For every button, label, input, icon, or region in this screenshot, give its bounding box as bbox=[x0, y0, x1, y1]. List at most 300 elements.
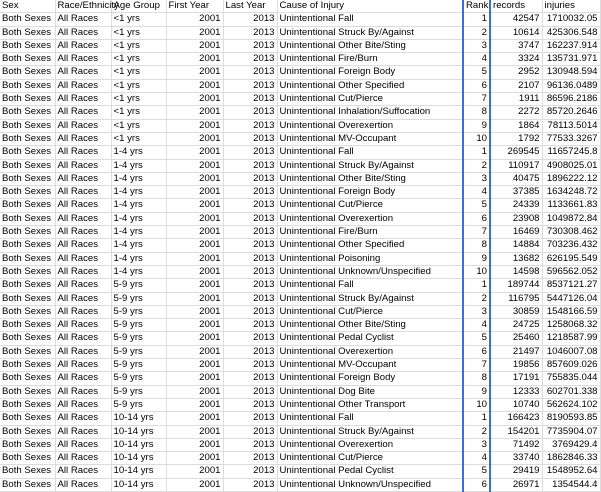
rank-cell[interactable]: 5 bbox=[463, 66, 490, 79]
first-year-cell[interactable]: 2001 bbox=[166, 332, 223, 345]
age-group-cell[interactable]: <1 yrs bbox=[111, 13, 166, 26]
sex-cell[interactable]: Both Sexes bbox=[0, 172, 55, 185]
cause-of-injury-cell[interactable]: Unintentional Foreign Body bbox=[277, 66, 463, 79]
race-ethnicity-cell[interactable]: All Races bbox=[55, 106, 111, 119]
race-ethnicity-cell[interactable]: All Races bbox=[55, 239, 111, 252]
rank-cell[interactable]: 10 bbox=[463, 265, 490, 278]
last-year-cell[interactable]: 2013 bbox=[223, 332, 277, 345]
race-ethnicity-cell[interactable]: All Races bbox=[55, 385, 111, 398]
first-year-cell[interactable]: 2001 bbox=[166, 279, 223, 292]
rank-cell[interactable]: 6 bbox=[463, 212, 490, 225]
records-cell[interactable]: 2107 bbox=[490, 79, 542, 92]
race-ethnicity-cell[interactable]: All Races bbox=[55, 372, 111, 385]
age-group-cell[interactable]: 10-14 yrs bbox=[111, 425, 166, 438]
race-ethnicity-cell[interactable]: All Races bbox=[55, 79, 111, 92]
age-group-cell[interactable]: 1-4 yrs bbox=[111, 146, 166, 159]
age-group-cell[interactable]: <1 yrs bbox=[111, 132, 166, 145]
injuries-cell[interactable]: 755835.044 bbox=[542, 372, 600, 385]
age-group-cell[interactable]: 5-9 yrs bbox=[111, 332, 166, 345]
cause-of-injury-cell[interactable]: Unintentional Foreign Body bbox=[277, 186, 463, 199]
injuries-cell[interactable]: 1548952.64 bbox=[542, 465, 600, 478]
sex-cell[interactable]: Both Sexes bbox=[0, 39, 55, 52]
age-group-cell[interactable]: <1 yrs bbox=[111, 93, 166, 106]
rank-cell[interactable]: 6 bbox=[463, 345, 490, 358]
rank-cell[interactable]: 8 bbox=[463, 106, 490, 119]
first-year-cell[interactable]: 2001 bbox=[166, 305, 223, 318]
records-cell[interactable]: 29419 bbox=[490, 465, 542, 478]
age-group-cell[interactable]: 1-4 yrs bbox=[111, 172, 166, 185]
injuries-cell[interactable]: 3769429.4 bbox=[542, 438, 600, 451]
last-year-cell[interactable]: 2013 bbox=[223, 106, 277, 119]
sex-cell[interactable]: Both Sexes bbox=[0, 425, 55, 438]
rank-cell[interactable]: 4 bbox=[463, 319, 490, 332]
rank-cell[interactable]: 2 bbox=[463, 159, 490, 172]
sex-cell[interactable]: Both Sexes bbox=[0, 93, 55, 106]
records-cell[interactable]: 17191 bbox=[490, 372, 542, 385]
age-group-cell[interactable]: 5-9 yrs bbox=[111, 385, 166, 398]
race-ethnicity-cell[interactable]: All Races bbox=[55, 199, 111, 212]
records-cell[interactable]: 37385 bbox=[490, 186, 542, 199]
first-year-cell[interactable]: 2001 bbox=[166, 478, 223, 491]
first-year-cell[interactable]: 2001 bbox=[166, 425, 223, 438]
sex-cell[interactable]: Both Sexes bbox=[0, 412, 55, 425]
last-year-cell[interactable]: 2013 bbox=[223, 226, 277, 239]
age-group-cell[interactable]: 1-4 yrs bbox=[111, 199, 166, 212]
race-ethnicity-cell[interactable]: All Races bbox=[55, 13, 111, 26]
sex-cell[interactable]: Both Sexes bbox=[0, 159, 55, 172]
rank-cell[interactable]: 5 bbox=[463, 465, 490, 478]
first-year-cell[interactable]: 2001 bbox=[166, 465, 223, 478]
race-ethnicity-cell[interactable]: All Races bbox=[55, 412, 111, 425]
age-group-cell[interactable]: 5-9 yrs bbox=[111, 398, 166, 411]
last-year-cell[interactable]: 2013 bbox=[223, 239, 277, 252]
last-year-cell[interactable]: 2013 bbox=[223, 186, 277, 199]
sex-cell[interactable]: Both Sexes bbox=[0, 79, 55, 92]
last-year-cell[interactable]: 2013 bbox=[223, 119, 277, 132]
injuries-cell[interactable]: 602701.338 bbox=[542, 385, 600, 398]
last-year-cell[interactable]: 2013 bbox=[223, 292, 277, 305]
sex-cell[interactable]: Both Sexes bbox=[0, 385, 55, 398]
injuries-cell[interactable]: 162237.914 bbox=[542, 39, 600, 52]
injuries-cell[interactable]: 11657245.8 bbox=[542, 146, 600, 159]
last-year-cell[interactable]: 2013 bbox=[223, 478, 277, 491]
cause-of-injury-cell[interactable]: Unintentional Struck By/Against bbox=[277, 425, 463, 438]
injuries-cell[interactable]: 77533.3267 bbox=[542, 132, 600, 145]
last-year-cell[interactable]: 2013 bbox=[223, 398, 277, 411]
column-header-cause-of-injury[interactable]: Cause of Injury bbox=[277, 0, 463, 13]
first-year-cell[interactable]: 2001 bbox=[166, 412, 223, 425]
first-year-cell[interactable]: 2001 bbox=[166, 66, 223, 79]
cause-of-injury-cell[interactable]: Unintentional Other Specified bbox=[277, 79, 463, 92]
first-year-cell[interactable]: 2001 bbox=[166, 452, 223, 465]
sex-cell[interactable]: Both Sexes bbox=[0, 252, 55, 265]
first-year-cell[interactable]: 2001 bbox=[166, 359, 223, 372]
records-cell[interactable]: 24339 bbox=[490, 199, 542, 212]
sex-cell[interactable]: Both Sexes bbox=[0, 305, 55, 318]
records-cell[interactable]: 166423 bbox=[490, 412, 542, 425]
race-ethnicity-cell[interactable]: All Races bbox=[55, 438, 111, 451]
cause-of-injury-cell[interactable]: Unintentional Overexertion bbox=[277, 212, 463, 225]
age-group-cell[interactable]: 5-9 yrs bbox=[111, 292, 166, 305]
cause-of-injury-cell[interactable]: Unintentional Fall bbox=[277, 146, 463, 159]
records-cell[interactable]: 10740 bbox=[490, 398, 542, 411]
injuries-cell[interactable]: 135731.971 bbox=[542, 53, 600, 66]
column-header-age-group[interactable]: Age Group bbox=[111, 0, 166, 13]
sex-cell[interactable]: Both Sexes bbox=[0, 106, 55, 119]
cause-of-injury-cell[interactable]: Unintentional Fall bbox=[277, 412, 463, 425]
age-group-cell[interactable]: 5-9 yrs bbox=[111, 319, 166, 332]
injuries-cell[interactable]: 1258068.32 bbox=[542, 319, 600, 332]
records-cell[interactable]: 10614 bbox=[490, 26, 542, 39]
first-year-cell[interactable]: 2001 bbox=[166, 13, 223, 26]
sex-cell[interactable]: Both Sexes bbox=[0, 26, 55, 39]
sex-cell[interactable]: Both Sexes bbox=[0, 226, 55, 239]
injuries-cell[interactable]: 1634248.72 bbox=[542, 186, 600, 199]
records-cell[interactable]: 2952 bbox=[490, 66, 542, 79]
race-ethnicity-cell[interactable]: All Races bbox=[55, 398, 111, 411]
sex-cell[interactable]: Both Sexes bbox=[0, 398, 55, 411]
injuries-cell[interactable]: 596562.052 bbox=[542, 265, 600, 278]
injuries-cell[interactable]: 1548166.59 bbox=[542, 305, 600, 318]
records-cell[interactable]: 1792 bbox=[490, 132, 542, 145]
rank-cell[interactable]: 1 bbox=[463, 279, 490, 292]
cause-of-injury-cell[interactable]: Unintentional Unknown/Unspecified bbox=[277, 478, 463, 491]
records-cell[interactable]: 14598 bbox=[490, 265, 542, 278]
sex-cell[interactable]: Both Sexes bbox=[0, 53, 55, 66]
race-ethnicity-cell[interactable]: All Races bbox=[55, 465, 111, 478]
records-cell[interactable]: 40475 bbox=[490, 172, 542, 185]
records-cell[interactable]: 116795 bbox=[490, 292, 542, 305]
first-year-cell[interactable]: 2001 bbox=[166, 26, 223, 39]
sex-cell[interactable]: Both Sexes bbox=[0, 279, 55, 292]
column-header-rank[interactable]: Rank bbox=[463, 0, 490, 13]
race-ethnicity-cell[interactable]: All Races bbox=[55, 345, 111, 358]
column-header-records[interactable]: records bbox=[490, 0, 542, 13]
cause-of-injury-cell[interactable]: Unintentional Other Transport bbox=[277, 398, 463, 411]
last-year-cell[interactable]: 2013 bbox=[223, 305, 277, 318]
age-group-cell[interactable]: <1 yrs bbox=[111, 79, 166, 92]
age-group-cell[interactable]: 10-14 yrs bbox=[111, 412, 166, 425]
last-year-cell[interactable]: 2013 bbox=[223, 132, 277, 145]
race-ethnicity-cell[interactable]: All Races bbox=[55, 146, 111, 159]
records-cell[interactable]: 19856 bbox=[490, 359, 542, 372]
injuries-cell[interactable]: 1354544.4 bbox=[542, 478, 600, 491]
cause-of-injury-cell[interactable]: Unintentional Cut/Pierce bbox=[277, 305, 463, 318]
sex-cell[interactable]: Both Sexes bbox=[0, 119, 55, 132]
race-ethnicity-cell[interactable]: All Races bbox=[55, 452, 111, 465]
last-year-cell[interactable]: 2013 bbox=[223, 53, 277, 66]
rank-cell[interactable]: 6 bbox=[463, 478, 490, 491]
rank-cell[interactable]: 1 bbox=[463, 13, 490, 26]
last-year-cell[interactable]: 2013 bbox=[223, 13, 277, 26]
first-year-cell[interactable]: 2001 bbox=[166, 146, 223, 159]
first-year-cell[interactable]: 2001 bbox=[166, 385, 223, 398]
cause-of-injury-cell[interactable]: Unintentional Pedal Cyclist bbox=[277, 465, 463, 478]
rank-cell[interactable]: 2 bbox=[463, 425, 490, 438]
age-group-cell[interactable]: 10-14 yrs bbox=[111, 438, 166, 451]
records-cell[interactable]: 1864 bbox=[490, 119, 542, 132]
race-ethnicity-cell[interactable]: All Races bbox=[55, 359, 111, 372]
first-year-cell[interactable]: 2001 bbox=[166, 79, 223, 92]
records-cell[interactable]: 3324 bbox=[490, 53, 542, 66]
age-group-cell[interactable]: <1 yrs bbox=[111, 53, 166, 66]
cause-of-injury-cell[interactable]: Unintentional Poisoning bbox=[277, 252, 463, 265]
injuries-cell[interactable]: 1133661.83 bbox=[542, 199, 600, 212]
rank-cell[interactable]: 1 bbox=[463, 146, 490, 159]
rank-cell[interactable]: 5 bbox=[463, 332, 490, 345]
records-cell[interactable]: 110917 bbox=[490, 159, 542, 172]
injuries-cell[interactable]: 1049872.84 bbox=[542, 212, 600, 225]
race-ethnicity-cell[interactable]: All Races bbox=[55, 252, 111, 265]
injuries-cell[interactable]: 626195.549 bbox=[542, 252, 600, 265]
records-cell[interactable]: 33740 bbox=[490, 452, 542, 465]
age-group-cell[interactable]: <1 yrs bbox=[111, 119, 166, 132]
age-group-cell[interactable]: <1 yrs bbox=[111, 106, 166, 119]
first-year-cell[interactable]: 2001 bbox=[166, 438, 223, 451]
cause-of-injury-cell[interactable]: Unintentional Other Specified bbox=[277, 239, 463, 252]
age-group-cell[interactable]: 1-4 yrs bbox=[111, 186, 166, 199]
race-ethnicity-cell[interactable]: All Races bbox=[55, 332, 111, 345]
records-cell[interactable]: 1911 bbox=[490, 93, 542, 106]
first-year-cell[interactable]: 2001 bbox=[166, 199, 223, 212]
injuries-cell[interactable]: 130948.594 bbox=[542, 66, 600, 79]
first-year-cell[interactable]: 2001 bbox=[166, 186, 223, 199]
age-group-cell[interactable]: 1-4 yrs bbox=[111, 239, 166, 252]
sex-cell[interactable]: Both Sexes bbox=[0, 212, 55, 225]
rank-cell[interactable]: 7 bbox=[463, 359, 490, 372]
column-header-sex[interactable]: Sex bbox=[0, 0, 55, 13]
last-year-cell[interactable]: 2013 bbox=[223, 372, 277, 385]
rank-cell[interactable]: 3 bbox=[463, 438, 490, 451]
age-group-cell[interactable]: 5-9 yrs bbox=[111, 359, 166, 372]
age-group-cell[interactable]: 5-9 yrs bbox=[111, 305, 166, 318]
injuries-cell[interactable]: 85720.2646 bbox=[542, 106, 600, 119]
sex-cell[interactable]: Both Sexes bbox=[0, 332, 55, 345]
cause-of-injury-cell[interactable]: Unintentional Fire/Burn bbox=[277, 226, 463, 239]
race-ethnicity-cell[interactable]: All Races bbox=[55, 425, 111, 438]
first-year-cell[interactable]: 2001 bbox=[166, 226, 223, 239]
sex-cell[interactable]: Both Sexes bbox=[0, 359, 55, 372]
last-year-cell[interactable]: 2013 bbox=[223, 39, 277, 52]
column-header-injuries[interactable]: injuries bbox=[542, 0, 600, 13]
rank-cell[interactable]: 2 bbox=[463, 26, 490, 39]
injuries-cell[interactable]: 86596.2186 bbox=[542, 93, 600, 106]
cause-of-injury-cell[interactable]: Unintentional Other Bite/Sting bbox=[277, 39, 463, 52]
cause-of-injury-cell[interactable]: Unintentional Other Bite/Sting bbox=[277, 172, 463, 185]
records-cell[interactable]: 154201 bbox=[490, 425, 542, 438]
last-year-cell[interactable]: 2013 bbox=[223, 279, 277, 292]
column-header-first-year[interactable]: First Year bbox=[166, 0, 223, 13]
rank-cell[interactable]: 4 bbox=[463, 53, 490, 66]
rank-cell[interactable]: 2 bbox=[463, 292, 490, 305]
injuries-cell[interactable]: 8537121.27 bbox=[542, 279, 600, 292]
injuries-cell[interactable]: 562624.102 bbox=[542, 398, 600, 411]
age-group-cell[interactable]: 1-4 yrs bbox=[111, 252, 166, 265]
sex-cell[interactable]: Both Sexes bbox=[0, 438, 55, 451]
records-cell[interactable]: 42547 bbox=[490, 13, 542, 26]
injuries-cell[interactable]: 7735904.07 bbox=[542, 425, 600, 438]
race-ethnicity-cell[interactable]: All Races bbox=[55, 26, 111, 39]
last-year-cell[interactable]: 2013 bbox=[223, 212, 277, 225]
rank-cell[interactable]: 10 bbox=[463, 132, 490, 145]
first-year-cell[interactable]: 2001 bbox=[166, 106, 223, 119]
sex-cell[interactable]: Both Sexes bbox=[0, 465, 55, 478]
race-ethnicity-cell[interactable]: All Races bbox=[55, 172, 111, 185]
records-cell[interactable]: 25460 bbox=[490, 332, 542, 345]
rank-cell[interactable]: 9 bbox=[463, 385, 490, 398]
records-cell[interactable]: 71492 bbox=[490, 438, 542, 451]
first-year-cell[interactable]: 2001 bbox=[166, 132, 223, 145]
sex-cell[interactable]: Both Sexes bbox=[0, 372, 55, 385]
cause-of-injury-cell[interactable]: Unintentional Fall bbox=[277, 13, 463, 26]
race-ethnicity-cell[interactable]: All Races bbox=[55, 159, 111, 172]
first-year-cell[interactable]: 2001 bbox=[166, 345, 223, 358]
injuries-cell[interactable]: 4908025.01 bbox=[542, 159, 600, 172]
last-year-cell[interactable]: 2013 bbox=[223, 385, 277, 398]
cause-of-injury-cell[interactable]: Unintentional Cut/Pierce bbox=[277, 93, 463, 106]
race-ethnicity-cell[interactable]: All Races bbox=[55, 39, 111, 52]
last-year-cell[interactable]: 2013 bbox=[223, 359, 277, 372]
records-cell[interactable]: 3747 bbox=[490, 39, 542, 52]
age-group-cell[interactable]: <1 yrs bbox=[111, 66, 166, 79]
records-cell[interactable]: 21497 bbox=[490, 345, 542, 358]
cause-of-injury-cell[interactable]: Unintentional Overexertion bbox=[277, 119, 463, 132]
last-year-cell[interactable]: 2013 bbox=[223, 438, 277, 451]
age-group-cell[interactable]: 1-4 yrs bbox=[111, 226, 166, 239]
rank-cell[interactable]: 7 bbox=[463, 226, 490, 239]
records-cell[interactable]: 30859 bbox=[490, 305, 542, 318]
last-year-cell[interactable]: 2013 bbox=[223, 79, 277, 92]
records-cell[interactable]: 189744 bbox=[490, 279, 542, 292]
last-year-cell[interactable]: 2013 bbox=[223, 425, 277, 438]
race-ethnicity-cell[interactable]: All Races bbox=[55, 292, 111, 305]
age-group-cell[interactable]: 10-14 yrs bbox=[111, 478, 166, 491]
age-group-cell[interactable]: 10-14 yrs bbox=[111, 452, 166, 465]
race-ethnicity-cell[interactable]: All Races bbox=[55, 53, 111, 66]
cause-of-injury-cell[interactable]: Unintentional Struck By/Against bbox=[277, 292, 463, 305]
race-ethnicity-cell[interactable]: All Races bbox=[55, 186, 111, 199]
records-cell[interactable]: 23908 bbox=[490, 212, 542, 225]
first-year-cell[interactable]: 2001 bbox=[166, 159, 223, 172]
column-header-race-ethnicity[interactable]: Race/Ethnicity bbox=[55, 0, 111, 13]
first-year-cell[interactable]: 2001 bbox=[166, 398, 223, 411]
cause-of-injury-cell[interactable]: Unintentional Fire/Burn bbox=[277, 53, 463, 66]
first-year-cell[interactable]: 2001 bbox=[166, 292, 223, 305]
last-year-cell[interactable]: 2013 bbox=[223, 345, 277, 358]
race-ethnicity-cell[interactable]: All Races bbox=[55, 279, 111, 292]
injuries-cell[interactable]: 78113.5014 bbox=[542, 119, 600, 132]
first-year-cell[interactable]: 2001 bbox=[166, 252, 223, 265]
last-year-cell[interactable]: 2013 bbox=[223, 159, 277, 172]
cause-of-injury-cell[interactable]: Unintentional Foreign Body bbox=[277, 372, 463, 385]
first-year-cell[interactable]: 2001 bbox=[166, 319, 223, 332]
rank-cell[interactable]: 4 bbox=[463, 186, 490, 199]
cause-of-injury-cell[interactable]: Unintentional Cut/Pierce bbox=[277, 452, 463, 465]
age-group-cell[interactable]: 1-4 yrs bbox=[111, 212, 166, 225]
sex-cell[interactable]: Both Sexes bbox=[0, 186, 55, 199]
last-year-cell[interactable]: 2013 bbox=[223, 93, 277, 106]
cause-of-injury-cell[interactable]: Unintentional Other Bite/Sting bbox=[277, 319, 463, 332]
rank-cell[interactable]: 7 bbox=[463, 93, 490, 106]
first-year-cell[interactable]: 2001 bbox=[166, 239, 223, 252]
records-cell[interactable]: 26971 bbox=[490, 478, 542, 491]
first-year-cell[interactable]: 2001 bbox=[166, 93, 223, 106]
cause-of-injury-cell[interactable]: Unintentional Overexertion bbox=[277, 345, 463, 358]
sex-cell[interactable]: Both Sexes bbox=[0, 478, 55, 491]
records-cell[interactable]: 13682 bbox=[490, 252, 542, 265]
sex-cell[interactable]: Both Sexes bbox=[0, 66, 55, 79]
last-year-cell[interactable]: 2013 bbox=[223, 66, 277, 79]
race-ethnicity-cell[interactable]: All Races bbox=[55, 93, 111, 106]
first-year-cell[interactable]: 2001 bbox=[166, 39, 223, 52]
rank-cell[interactable]: 8 bbox=[463, 239, 490, 252]
injuries-cell[interactable]: 1710032.05 bbox=[542, 13, 600, 26]
injuries-cell[interactable]: 1218587.99 bbox=[542, 332, 600, 345]
sex-cell[interactable]: Both Sexes bbox=[0, 199, 55, 212]
injuries-cell[interactable]: 730308.462 bbox=[542, 226, 600, 239]
rank-cell[interactable]: 6 bbox=[463, 79, 490, 92]
race-ethnicity-cell[interactable]: All Races bbox=[55, 226, 111, 239]
injuries-cell[interactable]: 1046007.08 bbox=[542, 345, 600, 358]
last-year-cell[interactable]: 2013 bbox=[223, 319, 277, 332]
records-cell[interactable]: 16469 bbox=[490, 226, 542, 239]
age-group-cell[interactable]: 1-4 yrs bbox=[111, 265, 166, 278]
rank-cell[interactable]: 4 bbox=[463, 452, 490, 465]
last-year-cell[interactable]: 2013 bbox=[223, 172, 277, 185]
cause-of-injury-cell[interactable]: Unintentional Overexertion bbox=[277, 438, 463, 451]
last-year-cell[interactable]: 2013 bbox=[223, 265, 277, 278]
cause-of-injury-cell[interactable]: Unintentional Pedal Cyclist bbox=[277, 332, 463, 345]
race-ethnicity-cell[interactable]: All Races bbox=[55, 66, 111, 79]
sex-cell[interactable]: Both Sexes bbox=[0, 146, 55, 159]
sex-cell[interactable]: Both Sexes bbox=[0, 239, 55, 252]
injuries-cell[interactable]: 1862846.33 bbox=[542, 452, 600, 465]
cause-of-injury-cell[interactable]: Unintentional MV-Occupant bbox=[277, 359, 463, 372]
records-cell[interactable]: 14884 bbox=[490, 239, 542, 252]
injuries-cell[interactable]: 96136.0489 bbox=[542, 79, 600, 92]
last-year-cell[interactable]: 2013 bbox=[223, 199, 277, 212]
cause-of-injury-cell[interactable]: Unintentional Struck By/Against bbox=[277, 26, 463, 39]
sex-cell[interactable]: Both Sexes bbox=[0, 132, 55, 145]
records-cell[interactable]: 24725 bbox=[490, 319, 542, 332]
race-ethnicity-cell[interactable]: All Races bbox=[55, 319, 111, 332]
cause-of-injury-cell[interactable]: Unintentional Struck By/Against bbox=[277, 159, 463, 172]
rank-cell[interactable]: 8 bbox=[463, 372, 490, 385]
race-ethnicity-cell[interactable]: All Races bbox=[55, 305, 111, 318]
injuries-cell[interactable]: 703236.432 bbox=[542, 239, 600, 252]
cause-of-injury-cell[interactable]: Unintentional Inhalation/Suffocation bbox=[277, 106, 463, 119]
sex-cell[interactable]: Both Sexes bbox=[0, 292, 55, 305]
first-year-cell[interactable]: 2001 bbox=[166, 372, 223, 385]
cause-of-injury-cell[interactable]: Unintentional Unknown/Unspecified bbox=[277, 265, 463, 278]
race-ethnicity-cell[interactable]: All Races bbox=[55, 119, 111, 132]
rank-cell[interactable]: 10 bbox=[463, 398, 490, 411]
records-cell[interactable]: 269545 bbox=[490, 146, 542, 159]
column-header-last-year[interactable]: Last Year bbox=[223, 0, 277, 13]
age-group-cell[interactable]: 5-9 yrs bbox=[111, 279, 166, 292]
injuries-cell[interactable]: 857609.026 bbox=[542, 359, 600, 372]
race-ethnicity-cell[interactable]: All Races bbox=[55, 478, 111, 491]
sex-cell[interactable]: Both Sexes bbox=[0, 13, 55, 26]
age-group-cell[interactable]: 10-14 yrs bbox=[111, 465, 166, 478]
last-year-cell[interactable]: 2013 bbox=[223, 146, 277, 159]
last-year-cell[interactable]: 2013 bbox=[223, 452, 277, 465]
last-year-cell[interactable]: 2013 bbox=[223, 465, 277, 478]
age-group-cell[interactable]: <1 yrs bbox=[111, 39, 166, 52]
sex-cell[interactable]: Both Sexes bbox=[0, 319, 55, 332]
cause-of-injury-cell[interactable]: Unintentional Dog Bite bbox=[277, 385, 463, 398]
injuries-cell[interactable]: 1896222.12 bbox=[542, 172, 600, 185]
